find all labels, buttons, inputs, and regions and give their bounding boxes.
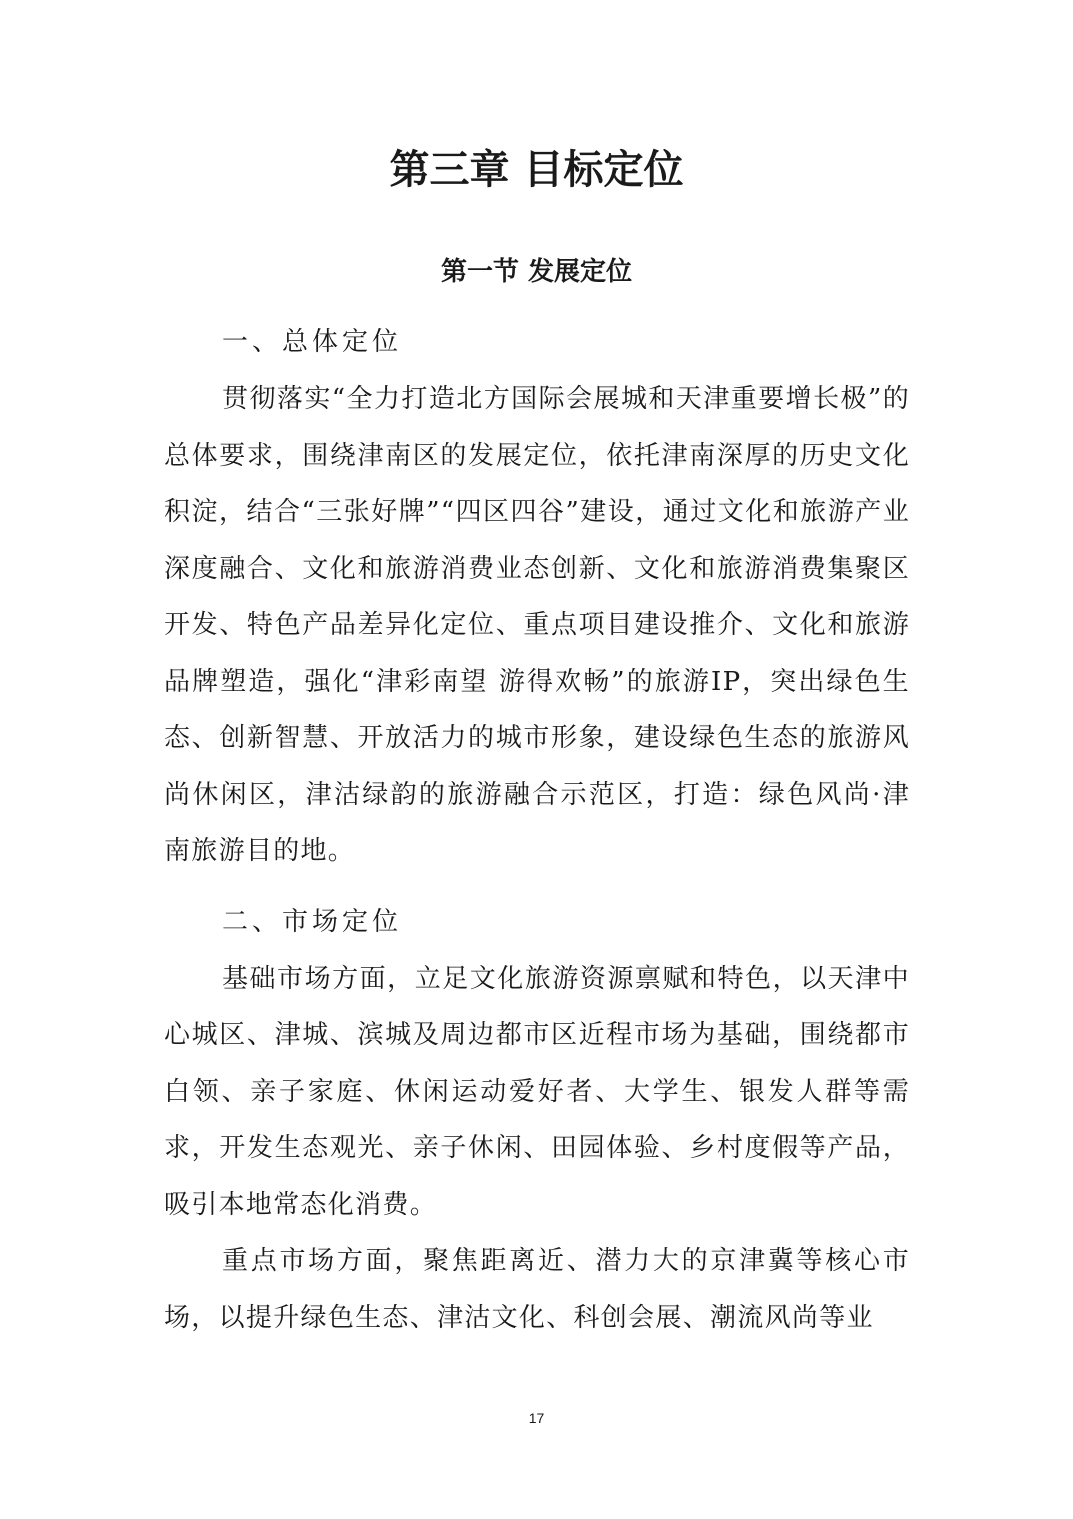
page-body [164, 313, 910, 1346]
paragraph-overall-positioning: 贯彻落实“全力打造北方国际会展城和天津重要增长极”的总体要求，围绕津南区的发展定位，依托津南深厚的历史文化积淀，结合“三张好牌”“四区四谷”建设，通过文化和旅游产业深度融合、文化和旅游消费业态创新、文化和旅游消费集聚区开发、特色产品差异化定位、重点项目建设推介、文化和旅游品牌塑造，强化“津彩南望 游得欢畅”的旅游IP，突出绿色生态、创新智慧、开放活力的城市形象，建设绿色生态的旅游风尚休闲区，津沽绿韵的旅游融合示范区，打造：绿色风尚·津南旅游目的地。 [164, 384, 910, 866]
paragraph-key-market: 重点市场方面，聚焦距离近、潜力大的京津冀等核心市场，以提升绿色生态、津沽文化、科创会展、潮流风尚等业 [164, 1246, 910, 1333]
section-spacer [164, 880, 910, 893]
subheading-overall-positioning: 一、总体定位 [222, 327, 403, 357]
page-number: 17 [528, 1410, 545, 1426]
subheading-market-positioning: 二、市场定位 [222, 906, 403, 937]
chapter-title: 第三章 目标定位 [389, 147, 684, 193]
section-title: 第一节 发展定位 [440, 257, 633, 287]
paragraph-basic-market: 基础市场方面，立足文化旅游资源禀赋和特色，以天津中心城区、津城、滨城及周边都市区近程市场为基础，围绕都市白领、亲子家庭、休闲运动爱好者、大学生、银发人群等需求，开发生态观光、亲子休闲、田园体验、乡村度假等产品，吸引本地常态化消费。 [164, 963, 910, 1220]
